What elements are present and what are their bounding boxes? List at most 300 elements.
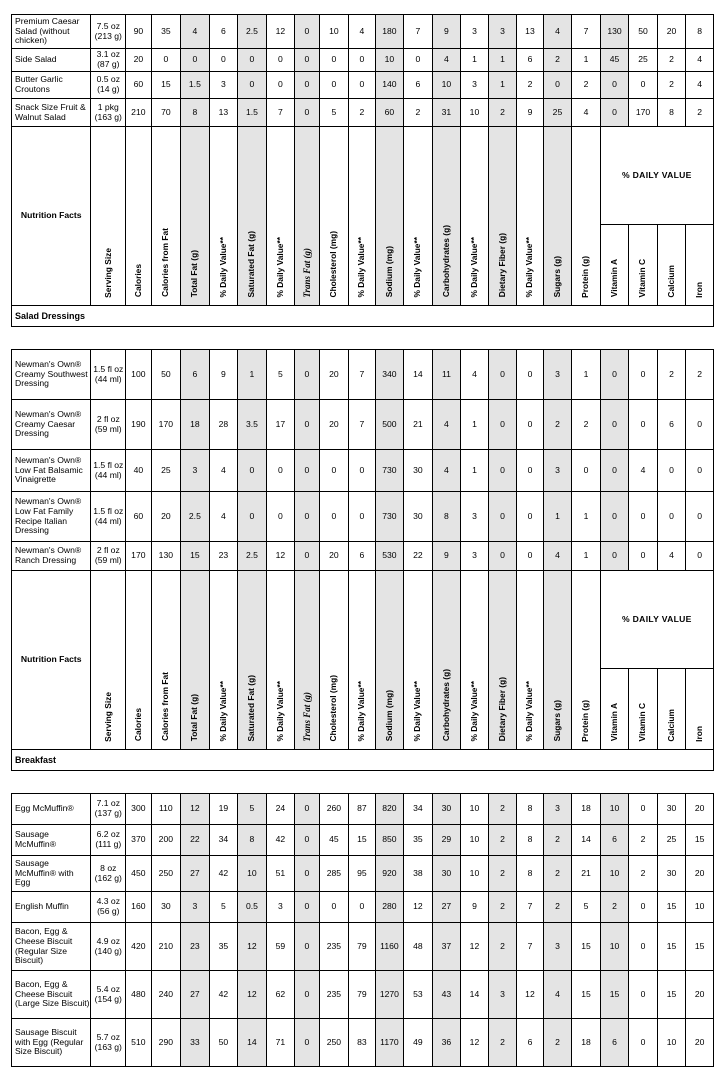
column-header-label: Total Fat (g) xyxy=(189,250,200,298)
cell-value: 0 xyxy=(295,450,319,492)
cell-value: 2 xyxy=(404,99,433,127)
cell-value: 25 xyxy=(657,825,686,856)
cell-value: 18 xyxy=(572,1019,601,1067)
cell-value: 280 xyxy=(375,892,404,923)
column-header-label: % Daily Value** xyxy=(356,236,367,298)
cell-value: 3 xyxy=(209,72,238,99)
cell-value: 730 xyxy=(375,492,404,542)
cell-value: 42 xyxy=(209,971,238,1019)
serving-size: 4.3 oz (56 g) xyxy=(91,892,126,923)
cell-value: 10 xyxy=(461,825,489,856)
column-header xyxy=(629,669,658,750)
cell-value: 15 xyxy=(686,923,714,971)
cell-value: 730 xyxy=(375,450,404,492)
cell-value: 3 xyxy=(461,72,489,99)
cell-value: 0 xyxy=(319,492,349,542)
cell-value: 51 xyxy=(266,856,295,892)
cell-value: 6 xyxy=(517,49,543,72)
cell-value: 180 xyxy=(375,15,404,49)
cell-value: 4 xyxy=(209,450,238,492)
table-row xyxy=(12,825,714,856)
cell-value: 20 xyxy=(126,49,151,72)
cell-value: 2 xyxy=(572,72,601,99)
cell-value: 1 xyxy=(572,350,601,400)
column-header-label: Calories xyxy=(132,708,143,742)
cell-value: 22 xyxy=(181,825,210,856)
column-header-label: % Daily Value** xyxy=(468,680,479,742)
column-header-label: % Daily Value** xyxy=(468,236,479,298)
cell-value: 23 xyxy=(209,542,238,571)
table-row xyxy=(12,1019,714,1067)
column-header xyxy=(266,571,295,750)
column-header xyxy=(375,571,404,750)
column-header-label: Iron xyxy=(693,281,704,298)
cell-value: 4 xyxy=(543,542,572,571)
cell-value: 20 xyxy=(319,350,349,400)
table-row xyxy=(12,542,714,571)
cell-value: 11 xyxy=(432,350,461,400)
cell-value: 10 xyxy=(657,1019,686,1067)
cell-value: 0 xyxy=(349,49,375,72)
column-header xyxy=(461,571,489,750)
serving-size: 1.5 fl oz (44 ml) xyxy=(91,450,126,492)
item-name: Premium Caesar Salad (without chicken) xyxy=(12,15,91,49)
cell-value: 0 xyxy=(686,542,714,571)
serving-size: 6.2 oz (111 g) xyxy=(91,825,126,856)
item-name: Side Salad xyxy=(12,49,91,72)
cell-value: 0 xyxy=(686,492,714,542)
cell-value: 33 xyxy=(181,1019,210,1067)
cell-value: 0 xyxy=(295,825,319,856)
column-header xyxy=(126,127,151,306)
table-row xyxy=(12,492,714,542)
table-row xyxy=(12,350,714,400)
cell-value: 0 xyxy=(266,49,295,72)
cell-value: 7 xyxy=(349,350,375,400)
cell-value: 12 xyxy=(238,971,267,1019)
cell-value: 34 xyxy=(404,794,433,825)
cell-value: 4 xyxy=(543,971,572,1019)
cell-value: 18 xyxy=(181,400,210,450)
column-header-label: Dietary Fiber (g) xyxy=(496,233,507,298)
cell-value: 2 xyxy=(488,1019,517,1067)
daily-value-header: % DAILY VALUE xyxy=(600,127,713,225)
section-title-row xyxy=(12,306,714,327)
cell-value: 130 xyxy=(151,542,181,571)
cell-value: 6 xyxy=(517,1019,543,1067)
cell-value: 0 xyxy=(629,72,658,99)
cell-value: 2 xyxy=(488,856,517,892)
cell-value: 38 xyxy=(404,856,433,892)
cell-value: 79 xyxy=(349,971,375,1019)
column-header-label: Saturated Fat (g) xyxy=(246,674,257,742)
cell-value: 20 xyxy=(686,856,714,892)
column-header xyxy=(91,571,126,750)
cell-value: 0 xyxy=(349,450,375,492)
column-header-label: Vitamin C xyxy=(637,258,648,298)
cell-value: 95 xyxy=(349,856,375,892)
serving-size: 5.7 oz (163 g) xyxy=(91,1019,126,1067)
cell-value: 10 xyxy=(432,72,461,99)
column-header-label: Cholesterol (mg) xyxy=(328,674,339,742)
cell-value: 1.5 xyxy=(238,99,267,127)
serving-size: 1.5 fl oz (44 ml) xyxy=(91,492,126,542)
cell-value: 7 xyxy=(404,15,433,49)
cell-value: 10 xyxy=(600,856,629,892)
cell-value: 8 xyxy=(657,99,686,127)
cell-value: 15 xyxy=(657,923,686,971)
column-header-label: Dietary Fiber (g) xyxy=(496,677,507,742)
column-header-label: Trans Fat (g) xyxy=(301,247,312,298)
cell-value: 7 xyxy=(349,400,375,450)
cell-value: 34 xyxy=(209,825,238,856)
cell-value: 9 xyxy=(517,99,543,127)
cell-value: 12 xyxy=(238,923,267,971)
cell-value: 35 xyxy=(209,923,238,971)
cell-value: 530 xyxy=(375,542,404,571)
cell-value: 48 xyxy=(404,923,433,971)
cell-value: 90 xyxy=(126,15,151,49)
cell-value: 2 xyxy=(488,825,517,856)
cell-value: 5 xyxy=(209,892,238,923)
cell-value: 30 xyxy=(657,856,686,892)
cell-value: 21 xyxy=(572,856,601,892)
column-header xyxy=(517,127,543,306)
cell-value: 0 xyxy=(349,892,375,923)
cell-value: 2 xyxy=(657,49,686,72)
cell-value: 6 xyxy=(600,1019,629,1067)
cell-value: 20 xyxy=(686,1019,714,1067)
cell-value: 6 xyxy=(657,400,686,450)
cell-value: 0 xyxy=(238,49,267,72)
cell-value: 0 xyxy=(295,72,319,99)
cell-value: 29 xyxy=(432,825,461,856)
cell-value: 170 xyxy=(629,99,658,127)
cell-value: 0 xyxy=(657,450,686,492)
cell-value: 1 xyxy=(461,450,489,492)
cell-value: 60 xyxy=(126,492,151,542)
cell-value: 0 xyxy=(295,492,319,542)
cell-value: 53 xyxy=(404,971,433,1019)
item-name: English Muffin xyxy=(12,892,91,923)
cell-value: 0 xyxy=(629,892,658,923)
cell-value: 4 xyxy=(572,99,601,127)
cell-value: 15 xyxy=(151,72,181,99)
cell-value: 6 xyxy=(404,72,433,99)
item-name: Newman's Own® Ranch Dressing xyxy=(12,542,91,571)
cell-value: 10 xyxy=(686,892,714,923)
cell-value: 25 xyxy=(629,49,658,72)
column-header xyxy=(432,127,461,306)
cell-value: 0 xyxy=(295,350,319,400)
cell-value: 0 xyxy=(319,72,349,99)
cell-value: 500 xyxy=(375,400,404,450)
cell-value: 2 xyxy=(686,99,714,127)
cell-value: 9 xyxy=(461,892,489,923)
cell-value: 12 xyxy=(266,15,295,49)
cell-value: 4 xyxy=(686,49,714,72)
item-name: Bacon, Egg & Cheese Biscuit (Large Size Biscuit) xyxy=(12,971,91,1019)
table-row xyxy=(12,450,714,492)
cell-value: 83 xyxy=(349,1019,375,1067)
cell-value: 9 xyxy=(432,15,461,49)
cell-value: 87 xyxy=(349,794,375,825)
column-header xyxy=(686,225,714,306)
column-header-label: % Daily Value** xyxy=(217,236,228,298)
column-header-label: % Daily Value** xyxy=(412,236,423,298)
cell-value: 60 xyxy=(375,99,404,127)
table-row xyxy=(12,99,714,127)
cell-value: 3 xyxy=(543,923,572,971)
item-name: Newman's Own® Low Fat Balsamic Vinaigrette xyxy=(12,450,91,492)
cell-value: 37 xyxy=(432,923,461,971)
cell-value: 4 xyxy=(432,450,461,492)
cell-value: 0 xyxy=(295,49,319,72)
cell-value: 31 xyxy=(432,99,461,127)
cell-value: 6 xyxy=(600,825,629,856)
cell-value: 15 xyxy=(657,971,686,1019)
column-header xyxy=(295,571,319,750)
spacer-row xyxy=(12,327,714,350)
column-header xyxy=(572,571,601,750)
cell-value: 1160 xyxy=(375,923,404,971)
column-header-label: Iron xyxy=(693,725,704,742)
table-row xyxy=(12,49,714,72)
nutrition-facts-label: Nutrition Facts xyxy=(12,127,91,306)
cell-value: 480 xyxy=(126,971,151,1019)
cell-value: 25 xyxy=(543,99,572,127)
serving-size: 7.1 oz (137 g) xyxy=(91,794,126,825)
column-header xyxy=(657,225,686,306)
cell-value: 235 xyxy=(319,923,349,971)
cell-value: 0 xyxy=(488,450,517,492)
column-header-label: Carbohydrates (g) xyxy=(440,669,451,742)
serving-size: 3.1 oz (87 g) xyxy=(91,49,126,72)
cell-value: 8 xyxy=(517,794,543,825)
column-header xyxy=(432,571,461,750)
cell-value: 450 xyxy=(126,856,151,892)
column-header xyxy=(375,127,404,306)
column-header-label: % Daily Value** xyxy=(274,680,285,742)
cell-value: 250 xyxy=(319,1019,349,1067)
cell-value: 3.5 xyxy=(238,400,267,450)
cell-value: 2 xyxy=(349,99,375,127)
cell-value: 0 xyxy=(319,49,349,72)
column-header xyxy=(349,127,375,306)
cell-value: 20 xyxy=(319,542,349,571)
cell-value: 30 xyxy=(151,892,181,923)
cell-value: 1270 xyxy=(375,971,404,1019)
cell-value: 10 xyxy=(600,794,629,825)
cell-value: 300 xyxy=(126,794,151,825)
cell-value: 71 xyxy=(266,1019,295,1067)
cell-value: 14 xyxy=(572,825,601,856)
cell-value: 0 xyxy=(295,400,319,450)
cell-value: 22 xyxy=(404,542,433,571)
column-header-label: Calcium xyxy=(665,708,676,742)
section-title: Breakfast xyxy=(12,750,714,771)
column-header xyxy=(543,127,572,306)
cell-value: 8 xyxy=(517,856,543,892)
column-header xyxy=(238,127,267,306)
column-header-label: Cholesterol (mg) xyxy=(328,230,339,298)
cell-value: 7 xyxy=(572,15,601,49)
cell-value: 0 xyxy=(600,492,629,542)
cell-value: 8 xyxy=(238,825,267,856)
section-title-row xyxy=(12,750,714,771)
cell-value: 50 xyxy=(629,15,658,49)
cell-value: 8 xyxy=(686,15,714,49)
column-header xyxy=(319,571,349,750)
cell-value: 0 xyxy=(266,492,295,542)
cell-value: 2 xyxy=(488,923,517,971)
cell-value: 8 xyxy=(181,99,210,127)
table-row xyxy=(12,794,714,825)
cell-value: 7 xyxy=(517,923,543,971)
cell-value: 30 xyxy=(432,856,461,892)
cell-value: 110 xyxy=(151,794,181,825)
cell-value: 285 xyxy=(319,856,349,892)
serving-size: 2 fl oz (59 ml) xyxy=(91,542,126,571)
cell-value: 50 xyxy=(209,1019,238,1067)
cell-value: 25 xyxy=(151,450,181,492)
column-header-label: Serving Size xyxy=(102,691,113,742)
cell-value: 4 xyxy=(629,450,658,492)
item-name: Newman's Own® Creamy Southwest Dressing xyxy=(12,350,91,400)
cell-value: 12 xyxy=(517,971,543,1019)
cell-value: 2 xyxy=(572,400,601,450)
cell-value: 0 xyxy=(209,49,238,72)
cell-value: 0 xyxy=(295,856,319,892)
cell-value: 0 xyxy=(629,1019,658,1067)
cell-value: 10 xyxy=(319,15,349,49)
cell-value: 170 xyxy=(151,400,181,450)
cell-value: 20 xyxy=(686,794,714,825)
cell-value: 0 xyxy=(488,492,517,542)
cell-value: 3 xyxy=(543,350,572,400)
column-header xyxy=(151,571,181,750)
section-title: Salad Dressings xyxy=(12,306,714,327)
cell-value: 0 xyxy=(629,794,658,825)
cell-value: 1 xyxy=(572,542,601,571)
nutrition-table xyxy=(11,14,714,1067)
column-header-label: % Daily Value** xyxy=(217,680,228,742)
cell-value: 12 xyxy=(461,1019,489,1067)
cell-value: 1 xyxy=(461,400,489,450)
cell-value: 3 xyxy=(488,971,517,1019)
cell-value: 36 xyxy=(432,1019,461,1067)
column-header-label: Sugars (g) xyxy=(551,255,562,298)
column-header xyxy=(488,571,517,750)
column-header xyxy=(266,127,295,306)
cell-value: 30 xyxy=(432,794,461,825)
cell-value: 0 xyxy=(295,99,319,127)
cell-value: 20 xyxy=(151,492,181,542)
column-header xyxy=(686,669,714,750)
column-header-label: % Daily Value** xyxy=(524,680,535,742)
cell-value: 370 xyxy=(126,825,151,856)
cell-value: 79 xyxy=(349,923,375,971)
cell-value: 420 xyxy=(126,923,151,971)
cell-value: 6 xyxy=(349,542,375,571)
cell-value: 2 xyxy=(488,794,517,825)
cell-value: 1 xyxy=(488,72,517,99)
column-header xyxy=(404,571,433,750)
cell-value: 0 xyxy=(517,450,543,492)
cell-value: 2 xyxy=(488,99,517,127)
cell-value: 0 xyxy=(295,1019,319,1067)
cell-value: 210 xyxy=(151,923,181,971)
cell-value: 0 xyxy=(295,794,319,825)
item-name: Egg McMuffin® xyxy=(12,794,91,825)
cell-value: 43 xyxy=(432,971,461,1019)
cell-value: 0 xyxy=(266,450,295,492)
cell-value: 6 xyxy=(181,350,210,400)
cell-value: 12 xyxy=(404,892,433,923)
cell-value: 4 xyxy=(686,72,714,99)
cell-value: 4 xyxy=(432,49,461,72)
cell-value: 49 xyxy=(404,1019,433,1067)
cell-value: 260 xyxy=(319,794,349,825)
item-name: Snack Size Fruit & Walnut Salad xyxy=(12,99,91,127)
cell-value: 27 xyxy=(181,971,210,1019)
cell-value: 60 xyxy=(126,72,151,99)
cell-value: 23 xyxy=(181,923,210,971)
column-header-label: Calories xyxy=(132,264,143,298)
cell-value: 2 xyxy=(543,400,572,450)
cell-value: 510 xyxy=(126,1019,151,1067)
cell-value: 1 xyxy=(543,492,572,542)
cell-value: 2.5 xyxy=(238,15,267,49)
cell-value: 1 xyxy=(238,350,267,400)
cell-value: 13 xyxy=(517,15,543,49)
column-header-label: Trans Fat (g) xyxy=(301,691,312,742)
cell-value: 190 xyxy=(126,400,151,450)
serving-size: 8 oz (162 g) xyxy=(91,856,126,892)
cell-value: 5 xyxy=(319,99,349,127)
cell-value: 3 xyxy=(181,892,210,923)
cell-value: 19 xyxy=(209,794,238,825)
cell-value: 240 xyxy=(151,971,181,1019)
cell-value: 12 xyxy=(266,542,295,571)
cell-value: 0 xyxy=(404,49,433,72)
cell-value: 2 xyxy=(488,892,517,923)
cell-value: 1.5 xyxy=(181,72,210,99)
cell-value: 0 xyxy=(517,400,543,450)
cell-value: 40 xyxy=(126,450,151,492)
cell-value: 0 xyxy=(543,72,572,99)
cell-value: 0 xyxy=(319,892,349,923)
column-header-label: Sugars (g) xyxy=(551,699,562,742)
cell-value: 0 xyxy=(600,72,629,99)
cell-value: 0 xyxy=(151,49,181,72)
cell-value: 130 xyxy=(600,15,629,49)
spacer-row xyxy=(12,771,714,794)
cell-value: 0 xyxy=(629,492,658,542)
item-name: Newman's Own® Creamy Caesar Dressing xyxy=(12,400,91,450)
cell-value: 15 xyxy=(657,892,686,923)
spacer xyxy=(12,771,714,794)
column-header xyxy=(629,225,658,306)
cell-value: 0 xyxy=(295,542,319,571)
cell-value: 14 xyxy=(404,350,433,400)
cell-value: 59 xyxy=(266,923,295,971)
cell-value: 0 xyxy=(319,450,349,492)
cell-value: 3 xyxy=(543,450,572,492)
item-name: Bacon, Egg & Cheese Biscuit (Regular Size Biscuit) xyxy=(12,923,91,971)
item-name: Sausage Biscuit with Egg (Regular Size Biscuit) xyxy=(12,1019,91,1067)
cell-value: 2.5 xyxy=(238,542,267,571)
